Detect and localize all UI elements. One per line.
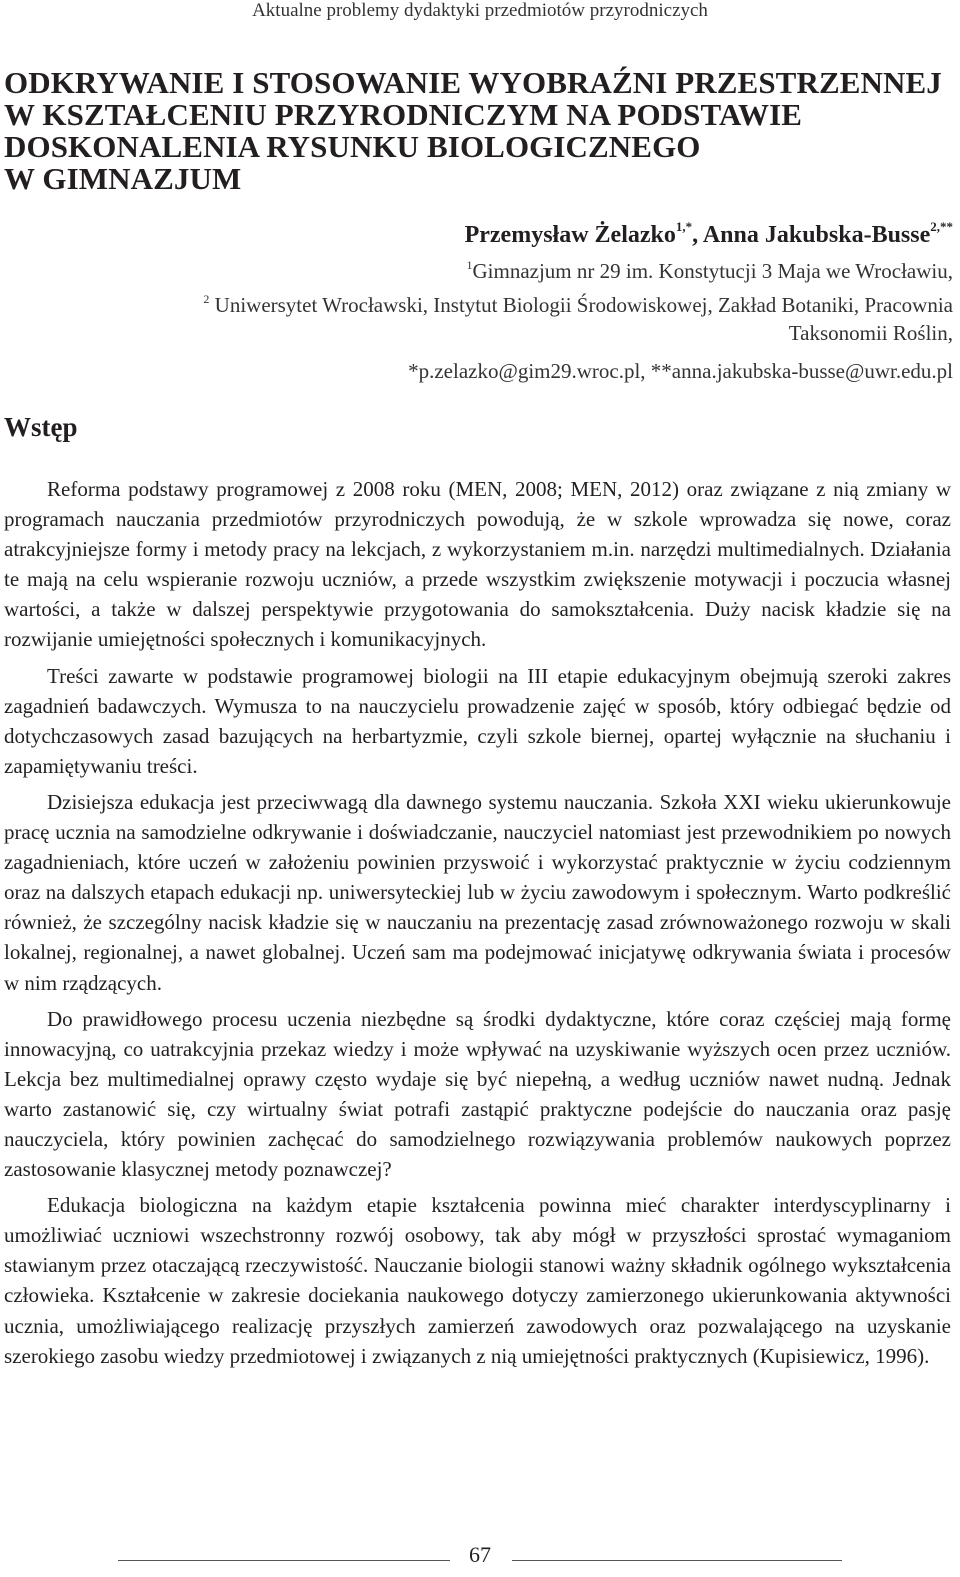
section-heading: Wstęp — [4, 412, 78, 442]
affiliation-2-continuation: Taksonomii Roślin, — [788, 321, 953, 345]
author-affiliation-marker: 1,* — [675, 219, 693, 234]
affiliation-text: Gimnazjum nr 29 im. Konstytucji 3 Maja we Wrocławiu, — [472, 259, 953, 283]
footer-rule-right — [512, 1560, 842, 1561]
author-line — [465, 220, 953, 250]
paragraph: Reforma podstawy programowej z 2008 roku (MEN, 2008; MEN, 2012) oraz związane z nią zmiany w programach nauczania przedmiotów przyrodniczych powodują, że w szkole wprowadza się nowe, coraz atrakcyjniejsze formy i metody pracy na lekcjach, z wykorzystaniem m.in. narzędzi multimedialnych. Działania te mają na celu wspieranie rozwoju uczniów, a przede wszystkim zwiększenie motywacji i poczucia własnej wartości, a także w dalszej perspektywie przygotowania do samokształcenia. Duży nacisk kładzie się na rozwijanie umiejętności społecznych i komunikacyjnych. — [4, 477, 951, 652]
title-line: ODKRYWANIE I STOSOWANIE WYOBRAŹNI PRZESTRZENNEJ — [4, 65, 942, 100]
paragraph: Treści zawarte w podstawie programowej biologii na III etapie edukacyjnym obejmują szeroki zakres zagadnień badawczych. Wymusza to na nauczycielu prowadzenie zajęć w sposób, który odbiegać będzie od dotychczasowych zasad bazujących na herbartyzmie, czyli szkole biernej, opartej wyłącznie na słuchaniu i zapamiętywaniu treści. — [4, 663, 951, 778]
title-line: W GIMNAZJUM — [4, 161, 242, 196]
author-emails: *p.zelazko@gim29.wroc.pl, **anna.jakubska-busse@uwr.edu.pl — [408, 359, 953, 383]
body-text — [4, 474, 951, 1377]
affiliation-marker: 2 — [203, 292, 210, 306]
running-head: Aktualne problemy dydaktyki przedmiotów przyrodniczych — [252, 0, 708, 21]
article-title — [4, 67, 954, 195]
title-line: W KSZTAŁCENIU PRZYRODNICZYM NA PODSTAWIE — [4, 97, 803, 132]
page-number: 67 — [450, 1542, 510, 1568]
paragraph: Dzisiejsza edukacja jest przeciwwagą dla dawnego systemu nauczania. Szkoła XXI wieku ukierunkowuje pracę ucznia na samodzielne odkrywanie i doświadczanie, nauczyciel natomiast jest przewodnikiem po nowych zagadnieniach, które uczeń w założeniu powinien przyswoić i wykorzystać praktycznie w życiu codziennym oraz na dalszych etapach edukacji np. uniwersyteckiej lub w życiu zawodowym i społecznym. Warto podkreślić również, że szczególny nacisk kładzie się w nauczaniu na prezentację zasad zrównoważonego rozwoju w skali lokalnej, regionalnej, a nawet globalnej. Uczeń sam ma podejmować inicjatywę odkrywania świata i procesów w nim rządzących. — [4, 789, 951, 995]
author-separator: , — [692, 222, 703, 248]
affiliation-2 — [203, 292, 953, 318]
affiliation-text: Uniwersytet Wrocławski, Instytut Biologii Środowiskowej, Zakład Botaniki, Pracownia — [209, 293, 953, 317]
footer-rule-left — [118, 1560, 498, 1561]
affiliation-1 — [466, 258, 953, 284]
affiliation-marker: 1 — [466, 258, 473, 272]
title-line: DOSKONALENIA RYSUNKU BIOLOGICZNEGO — [4, 129, 701, 164]
author-name: Przemysław Żelazko — [464, 222, 676, 248]
paragraph: Edukacja biologiczna na każdym etapie kształcenia powinna mieć charakter interdyscyplinarny i umożliwiać uczniowi wszechstronny rozwój osobowy, tak aby mógł w przyszłości sprostać wymaganiom stawianym przez otaczającą rzeczywistość. Nauczanie biologii stanowi ważny składnik ogólnego wykształcenia człowieka. Kształcenie w zakresie dociekania naukowego dotyczy zamierzonego ukierunkowania aktywności ucznia, umożliwiającego realizację przyszłych zamierzeń zawodowych oraz pozwalającego na uzyskanie szerokiego zasobu wiedzy przedmiotowej i związanych z nią umiejętności praktycznych (Kupisiewicz, 1996). — [4, 1193, 951, 1368]
author-affiliation-marker: 2,** — [930, 219, 953, 234]
author-name: Anna Jakubska-Busse — [702, 222, 931, 248]
paragraph: Do prawidłowego procesu uczenia niezbędne są środki dydaktyczne, które coraz częściej mają formę innowacyjną, co uatrakcyjnia przekaz wiedzy i może wpływać na uzyskiwanie wyższych ocen przez uczniów. Lekcja bez multimedialnej oprawy często wydaje się być niepełną, a według uczniów nawet nudną. Jednak warto zastanowić się, czy wirtualny świat potrafi zastąpić praktyczne podejście do nauczania oraz pasję nauczyciela, który powinien zachęcać do samodzielnego rozwiązywania problemów naukowych poprzez zastosowanie klasycznej metody poznawczej? — [4, 1006, 951, 1182]
